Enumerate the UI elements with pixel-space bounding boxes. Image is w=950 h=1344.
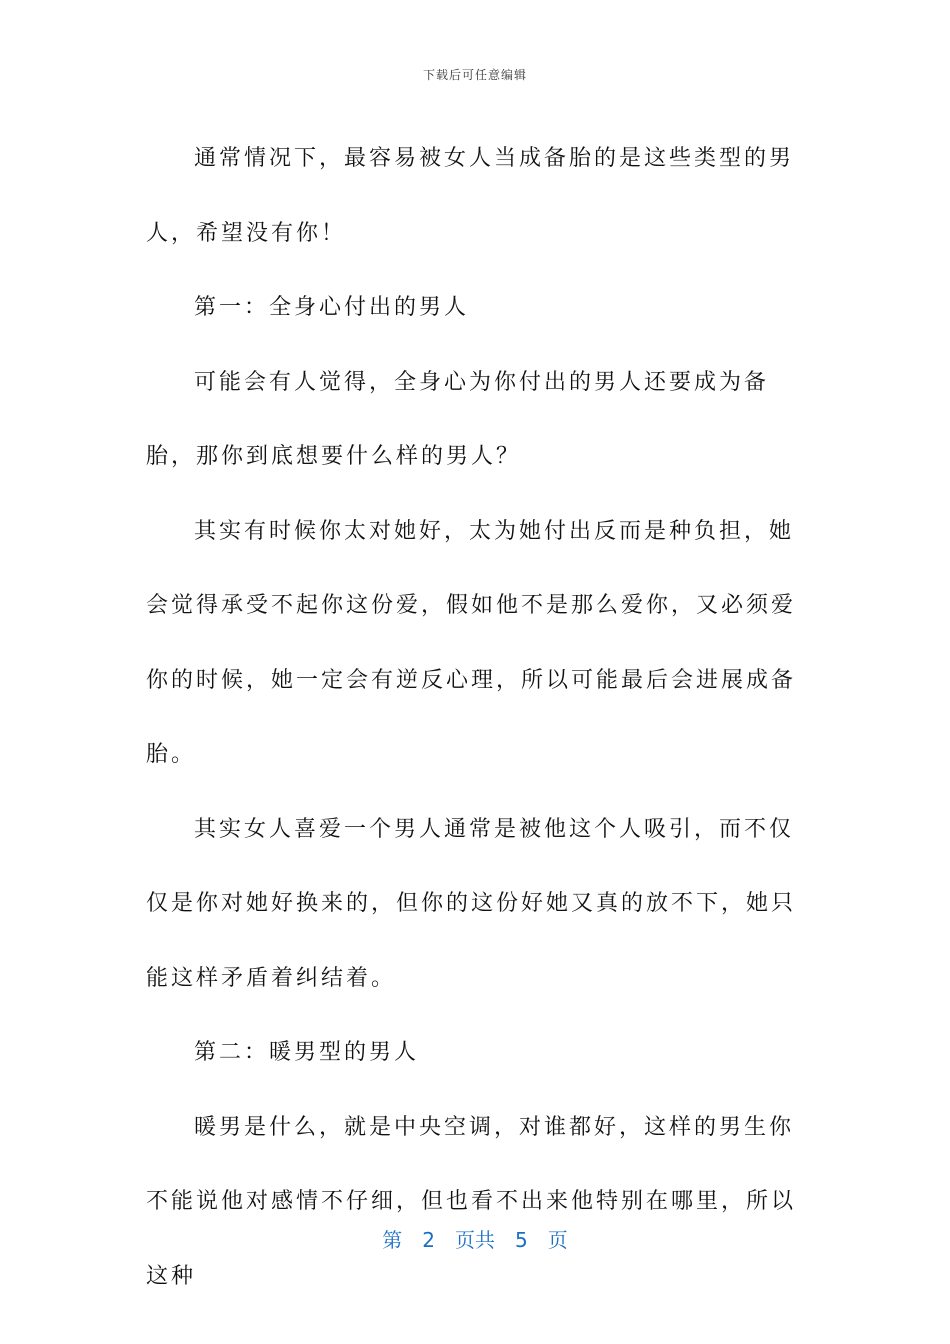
paragraph: 其实有时候你太对她好，太为她付出反而是种负担，她会觉得承受不起你这份爱，假如他不是那么爱你，又必须爱你的时候，她一定会有逆反心理，所以可能最后会进展成备胎。 xyxy=(146,518,797,767)
footer-current-page: 2 xyxy=(422,1228,435,1252)
paragraph: 暖男是什么，就是中央空调，对谁都好，这样的男生你不能说他对感情不仔细，但也看不出来他特别在哪里，所以这种 xyxy=(146,1114,797,1289)
footer-total-pages: 5 xyxy=(515,1228,528,1252)
section-heading: 第二：暖男型的男人 xyxy=(194,1040,420,1065)
paragraph: 通常情况下，最容易被女人当成备胎的是这些类型的男人，希望没有你！ xyxy=(146,146,795,246)
document-body xyxy=(146,122,806,1314)
footer-label-end: 页 xyxy=(547,1228,568,1252)
page-footer xyxy=(0,1224,950,1253)
footer-label-page: 第 xyxy=(382,1228,403,1252)
paragraph: 其实女人喜爱一个男人通常是被他这个人吸引，而不仅仅是你对她好换来的，但你的这份好她又真的放不下，她只能这样矛盾着纠结着。 xyxy=(146,816,797,991)
section-heading: 第一：全身心付出的男人 xyxy=(194,295,470,320)
footer-label-of: 页共 xyxy=(455,1228,495,1252)
page-header: 下载后可任意编辑 xyxy=(422,68,527,82)
paragraph: 可能会有人觉得，全身心为你付出的男人还要成为备胎，那你到底想要什么样的男人？ xyxy=(146,369,770,469)
